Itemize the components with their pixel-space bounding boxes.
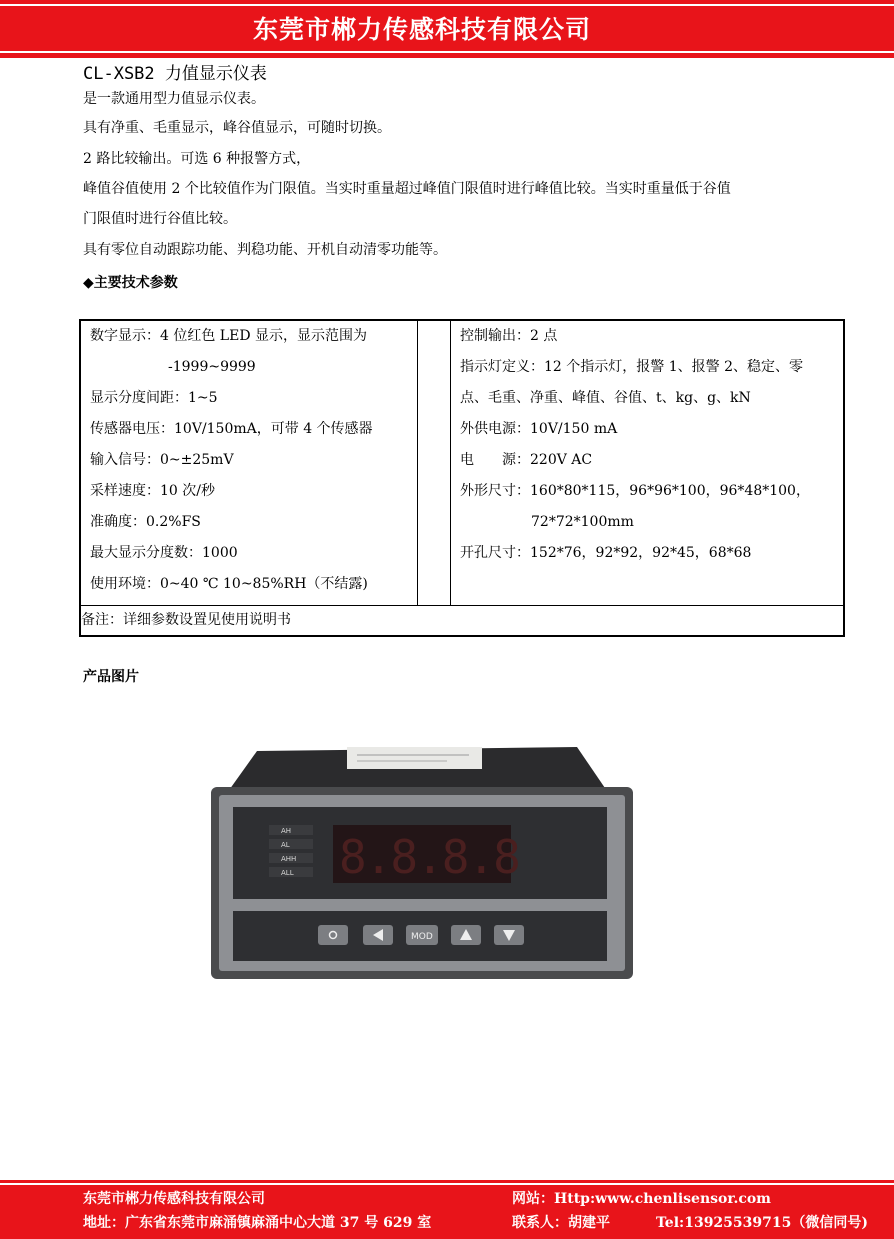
- params-heading: ◆主要技术参数: [83, 275, 178, 291]
- footer-contact: 联系人：胡建平: [512, 1215, 610, 1231]
- product-photo: [207, 743, 637, 983]
- spec-note: 备注：详细参数设置见使用说明书: [80, 606, 844, 637]
- header-stripe: [0, 4, 894, 6]
- spec-item: -1999~9999: [168, 359, 256, 375]
- spec-item: 最大显示分度数：1000: [90, 545, 238, 561]
- spec-item: 输入信号：0~±25mV: [90, 452, 234, 468]
- intro-paragraph: 具有零位自动跟踪功能、判稳功能、开机自动清零功能等。: [83, 242, 447, 258]
- footer-band: [0, 1180, 894, 1239]
- footer-tel: Tel:13925539715（微信同号): [656, 1215, 868, 1231]
- spec-item: 外形尺寸：160*80*115，96*96*100，96*48*100，: [460, 483, 810, 499]
- spec-item: 控制输出：2 点: [460, 328, 558, 344]
- button-set[interactable]: [318, 925, 348, 945]
- mod-label: MOD: [411, 932, 433, 942]
- photo-heading: 产品图片: [83, 669, 139, 685]
- spec-spacer-column: [418, 320, 451, 606]
- spec-item: 准确度：0.2%FS: [90, 514, 201, 530]
- indicator-all: ALL: [281, 869, 294, 877]
- company-title: 东莞市郴力传感科技有限公司: [252, 15, 591, 44]
- page-title: CL-XSB2 力值显示仪表: [83, 64, 267, 84]
- intro-paragraph: 2 路比较输出。可选 6 种报警方式，: [83, 151, 311, 167]
- header-stripe: [0, 51, 894, 53]
- footer-address: 地址：广东省东莞市麻涌镇麻涌中心大道 37 号 629 室: [83, 1215, 432, 1231]
- spec-item: 开孔尺寸：152*76，92*92，92*45，68*68: [460, 545, 752, 561]
- spec-item: 使用环境：0~40 ℃ 10~85%RH（不结露): [90, 576, 368, 592]
- intro-paragraph: 门限值时进行谷值比较。: [83, 211, 237, 227]
- spec-item: 72*72*100mm: [531, 514, 634, 530]
- spec-item: 传感器电压：10V/150mA，可带 4 个传感器: [90, 421, 373, 437]
- footer-company: 东莞市郴力传感科技有限公司: [83, 1191, 265, 1207]
- spec-item: 数字显示：4 位红色 LED 显示，显示范围为: [90, 328, 367, 344]
- spec-item: 外供电源：10V/150 mA: [460, 421, 618, 437]
- indicator-ah: AH: [281, 827, 292, 835]
- device-label-sticker: [347, 747, 482, 769]
- spec-item: 显示分度间距：1~5: [90, 390, 218, 406]
- footer-website: 网站：Http:www.chenlisensor.com: [512, 1191, 771, 1207]
- indicator-ahh: AHH: [281, 855, 297, 863]
- intro-paragraph: 是一款通用型力值显示仪表。: [83, 91, 265, 107]
- header-band: [0, 0, 894, 58]
- spec-item: 采样速度：10 次/秒: [90, 483, 215, 499]
- spec-left-column: [80, 320, 418, 606]
- intro-paragraph: 峰值谷值使用 2 个比较值作为门限值。当实时重量超过峰值门限值时进行峰值比较。当实时重量低于谷值: [83, 181, 731, 197]
- spec-table: [79, 319, 845, 637]
- indicator-al: AL: [281, 841, 290, 849]
- intro-paragraph: 具有净重、毛重显示，峰谷值显示，可随时切换。: [83, 120, 391, 136]
- spec-item: 电 源：220V AC: [460, 452, 593, 468]
- spec-item: 指示灯定义：12 个指示灯，报警 1、报警 2、稳定、零: [460, 359, 803, 375]
- led-digits: 8.8.8.8: [339, 830, 519, 884]
- spec-item: 点、毛重、净重、峰值、谷值、t、kg、g、kN: [460, 390, 751, 406]
- footer-stripe: [0, 1183, 894, 1185]
- spec-right-column: [451, 320, 845, 606]
